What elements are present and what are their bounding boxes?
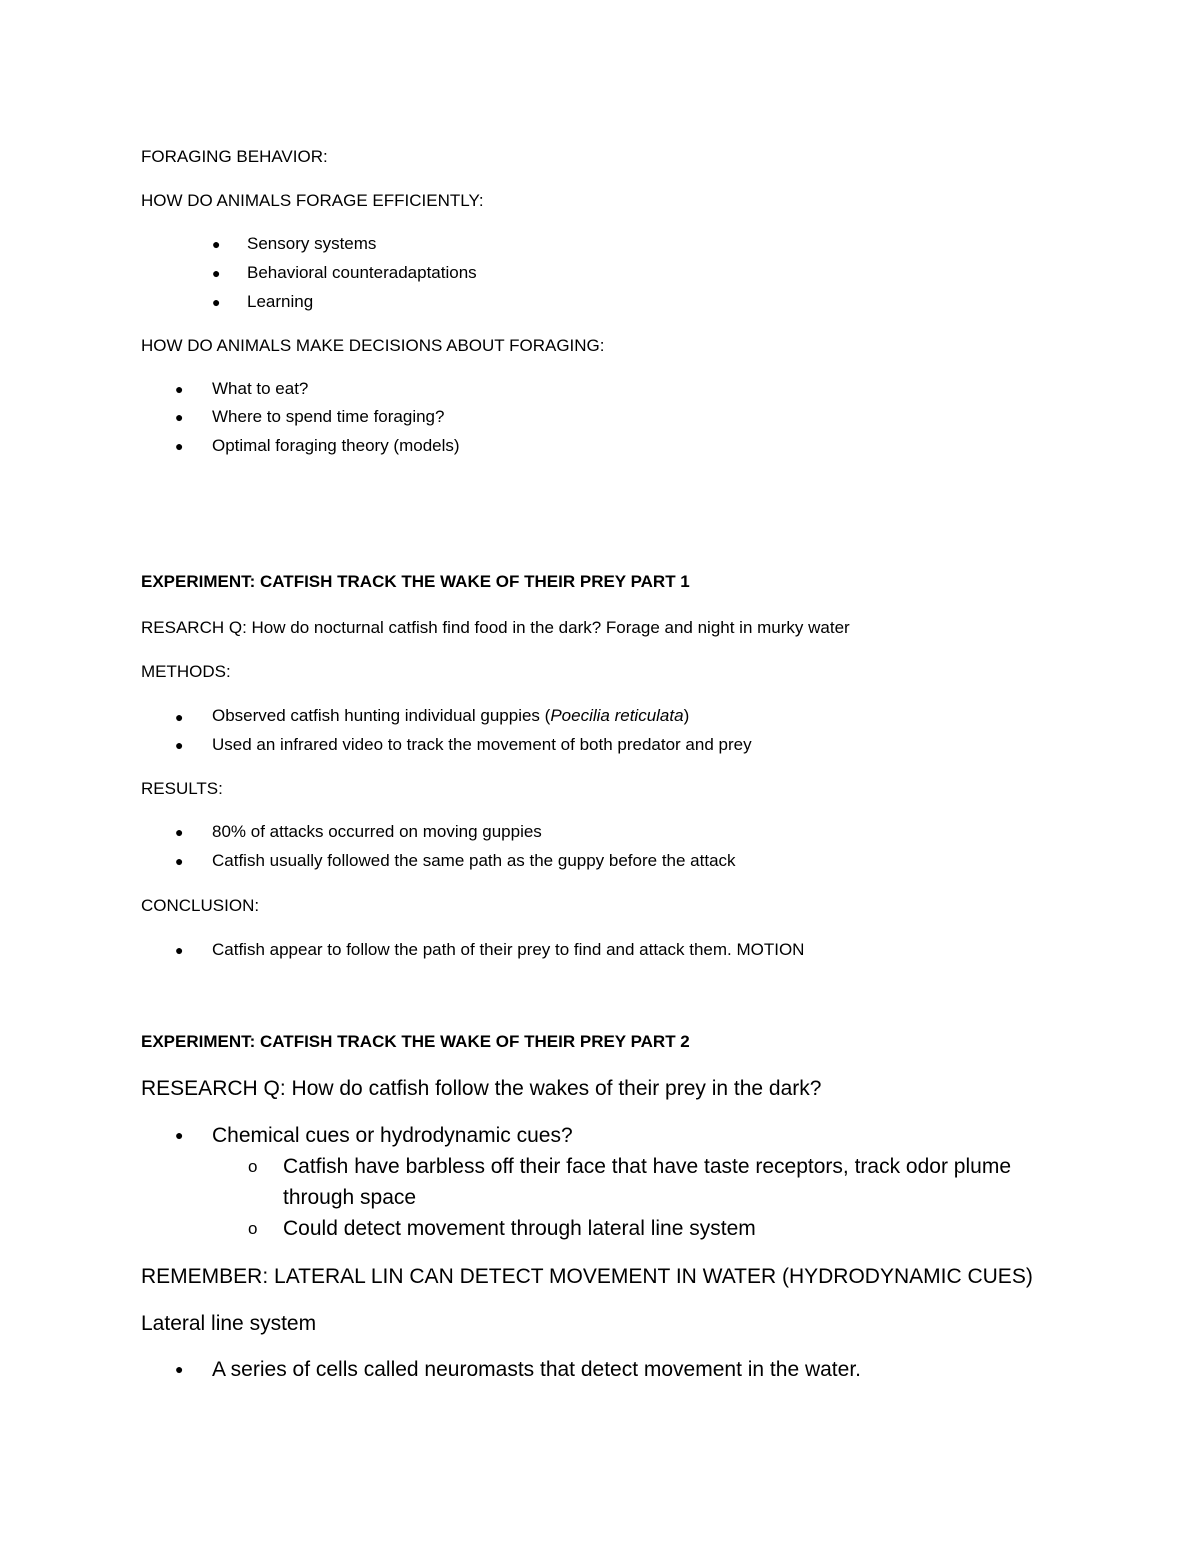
bullet-icon: ● [175,737,184,753]
list-item: Behavioral counteradaptations [247,263,477,282]
results-label: RESULTS: [141,779,223,798]
bullet-icon: ● [175,853,184,869]
page-title: FORAGING BEHAVIOR: [141,147,328,166]
list-item: Catfish appear to follow the path of their prey to find and attack them. MOTION [212,940,805,959]
conclusion-label: CONCLUSION: [141,896,260,915]
list-item: Chemical cues or hydrodynamic cues? [212,1124,573,1147]
list-item: Where to spend time foraging? [212,407,445,426]
research-label: RESARCH Q: [141,618,247,637]
sub-list-item-continued: through space [283,1186,417,1209]
lateral-line-heading: Lateral line system [141,1312,317,1335]
bullet-icon: ● [212,265,221,281]
circle-bullet-icon: o [248,1219,258,1238]
list-item: Catfish usually followed the same path as the guppy before the attack [212,851,736,870]
list-item: 80% of attacks occurred on moving guppies [212,822,542,841]
sub-list-item: Catfish have barbless off their face that have taste receptors, track odor plume [283,1155,1011,1178]
bullet-icon: ● [175,409,184,425]
bullet-icon: ● [175,381,184,397]
sub-list-item: Could detect movement through lateral line system [283,1217,756,1240]
research-question-2: RESEARCH Q: How do catfish follow the wakes of their prey in the dark? [141,1077,822,1100]
experiment-1-title: EXPERIMENT: CATFISH TRACK THE WAKE OF THEIR PREY PART 1 [141,572,690,591]
list-item: Optimal foraging theory (models) [212,436,460,455]
list-item: A series of cells called neuromasts that detect movement in the water. [212,1358,861,1381]
heading-forage-efficiently: HOW DO ANIMALS FORAGE EFFICIENTLY: [141,191,484,210]
list-item [212,707,689,724]
bullet-icon: ● [175,824,184,840]
method-text-end: ) [683,706,690,725]
bullet-icon: ● [175,942,184,958]
methods-label: METHODS: [141,662,231,681]
list-item: Sensory systems [247,234,377,253]
bullet-icon: ● [175,709,184,725]
bullet-icon: ● [175,1127,184,1143]
remember-note: REMEMBER: LATERAL LIN CAN DETECT MOVEMENT IN WATER (HYDRODYNAMIC CUES) [141,1265,1033,1288]
bullet-icon: ● [212,236,221,252]
research-question [141,619,850,636]
bullet-icon: ● [212,294,221,310]
list-item: What to eat? [212,379,309,398]
method-text: Observed catfish hunting individual guppies ( [212,706,551,725]
research-text: How do nocturnal catfish find food in the dark? Forage and night in murky water [251,618,850,637]
species-name: Poecilia reticulata [550,706,684,725]
bullet-icon: ● [175,1361,184,1377]
circle-bullet-icon: o [248,1157,258,1176]
experiment-2-title: EXPERIMENT: CATFISH TRACK THE WAKE OF THEIR PREY PART 2 [141,1032,690,1051]
list-item: Used an infrared video to track the movement of both predator and prey [212,735,752,754]
heading-foraging-decisions: HOW DO ANIMALS MAKE DECISIONS ABOUT FORAGING: [141,336,605,355]
bullet-icon: ● [175,438,184,454]
list-item: Learning [247,292,314,311]
